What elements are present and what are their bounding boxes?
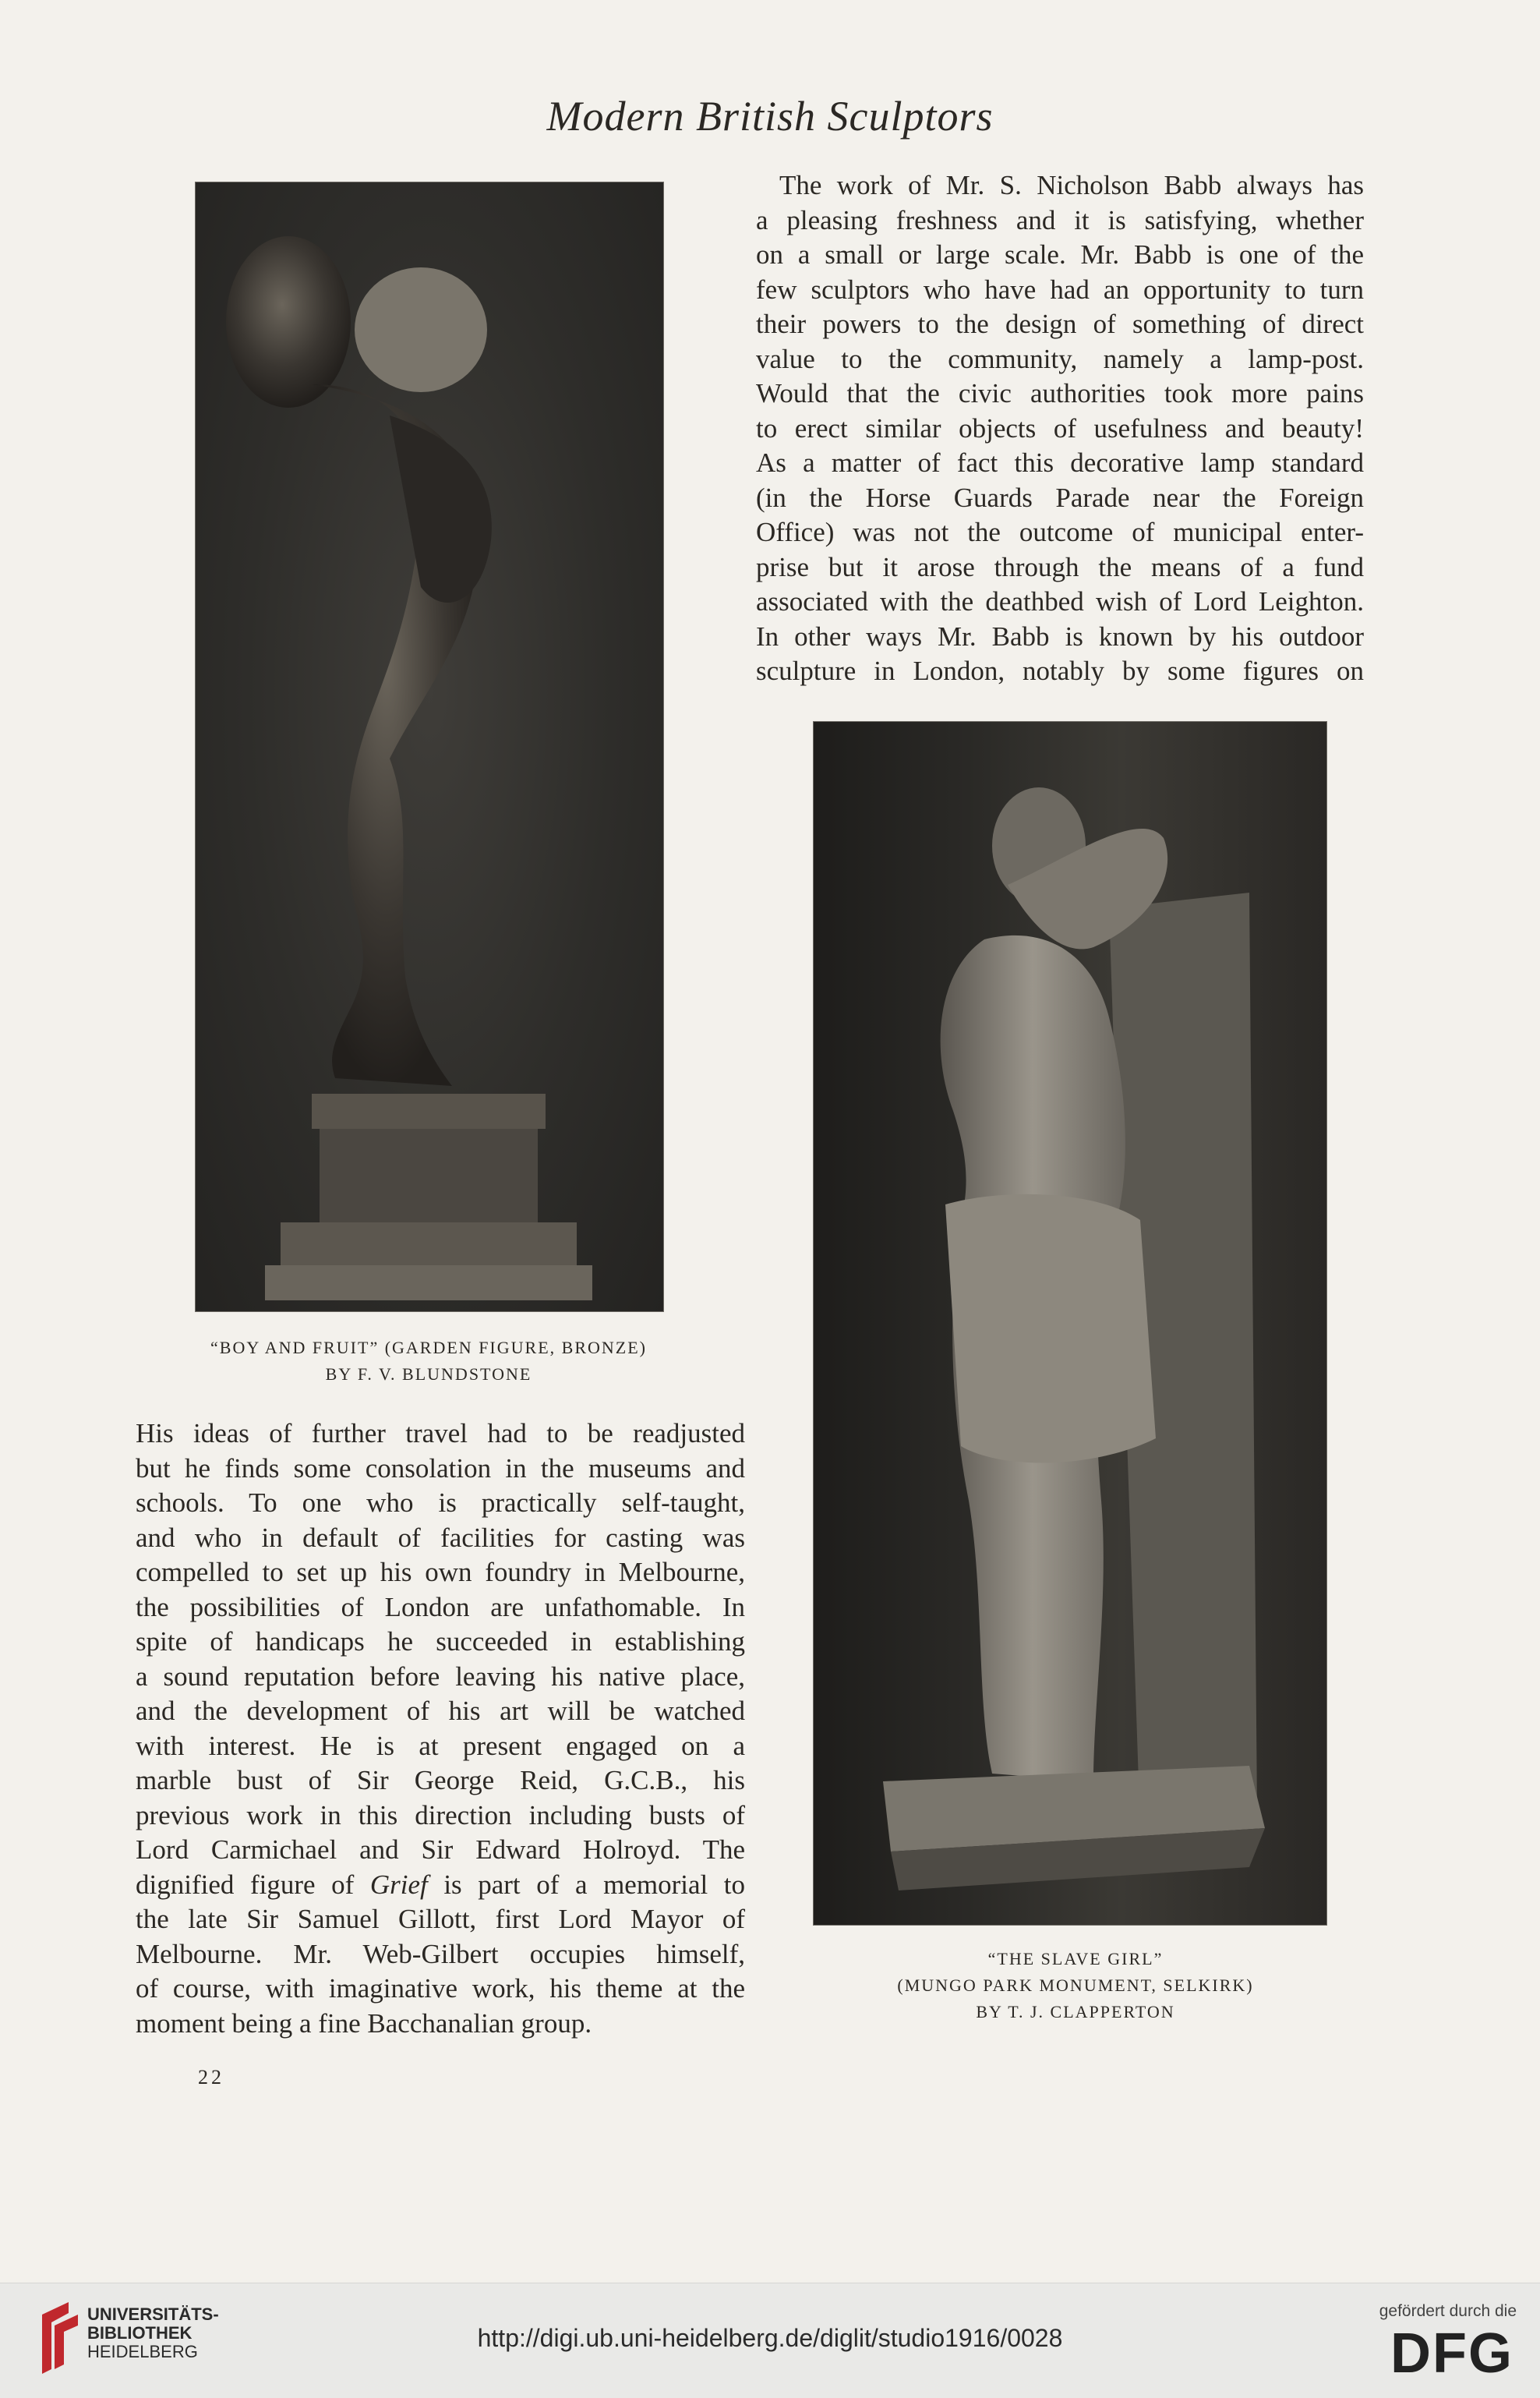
library-name-line: UNIVERSITÄTS- [87, 2304, 219, 2324]
text-line: of course, with imaginative work, his theme at the [136, 1973, 745, 2004]
library-name-line: HEIDELBERG [87, 2342, 198, 2361]
text-line: schools. To one who is practically self-taught, [136, 1487, 745, 1518]
text-line: Office) was not the outcome of municipal enter- [756, 517, 1364, 547]
caption-title: “THE SLAVE GIRL” [987, 1949, 1164, 1968]
text-line: previous work in this direction including busts of [136, 1799, 745, 1830]
text-line: their powers to the design of something of direct [756, 309, 1364, 339]
text-fragment: is part of a memorial to [427, 1869, 746, 1900]
article-column-left [136, 1417, 745, 2041]
text-line: sculpture in London, notably by some figures on [756, 656, 1364, 686]
text-line: In other ways Mr. Babb is known by his outdoor [756, 621, 1364, 652]
text-line: The work of Mr. S. Nicholson Babb always has [779, 170, 1364, 200]
funder-label: gefördert durch die [1379, 2302, 1517, 2320]
text-line: with interest. He is at present engaged on a [136, 1730, 745, 1761]
text-line: As a matter of fact this decorative lamp standard [756, 447, 1364, 478]
caption-title: “BOY AND FRUIT” (GARDEN FIGURE, BRONZE) [210, 1338, 647, 1357]
text-line: the possibilities of London are unfathomable. In [136, 1591, 745, 1622]
figure-caption-slave [811, 1946, 1340, 2025]
text-line: moment being a fine Bacchanalian group. [136, 2007, 592, 2039]
text-line: Lord Carmichael and Sir Edward Holroyd. The [136, 1834, 745, 1865]
text-line: prise but it arose through the means of a fund [756, 551, 1364, 582]
article-column-right [756, 168, 1364, 689]
text-line: value to the community, namely a lamp-post. [756, 343, 1364, 374]
digitization-footer [0, 2283, 1540, 2398]
text-line: a sound reputation before leaving his native place, [136, 1661, 745, 1692]
page-title: Modern British Sculptors [546, 93, 994, 140]
text-line: on a small or large scale. Mr. Babb is one of the [756, 239, 1364, 270]
text-line: and who in default of facilities for casting was [136, 1522, 745, 1553]
text-line: spite of handicaps he succeeded in establishing [136, 1626, 745, 1657]
text-line: but he finds some consolation in the museums and [136, 1452, 745, 1484]
source-url-link[interactable]: http://digi.ub.uni-heidelberg.de/diglit/studio1916/0028 [477, 2324, 1063, 2352]
figure-caption-boy [156, 1335, 701, 1388]
text-line: His ideas of further travel had to be readjusted [136, 1418, 745, 1448]
caption-artist: BY T. J. CLAPPERTON [976, 2002, 1175, 2021]
text-line: to erect similar objects of usefulness and beauty! [756, 412, 1364, 444]
dfg-logo-icon: DFG [1390, 2322, 1514, 2385]
text-line: (in the Horse Guards Parade near the Foreign [756, 482, 1364, 513]
text-line: Melbourne. Mr. Web-Gilbert occupies himself, [136, 1938, 745, 1969]
text-line: few sculptors who have had an opportunity to turn [756, 274, 1364, 305]
sculpture-silhouette-icon [195, 182, 664, 1312]
sculpture-silhouette-icon [813, 721, 1327, 1926]
library-name-line: BIBLIOTHEK [87, 2323, 192, 2343]
photo-boy-and-fruit [195, 182, 664, 1312]
text-fragment: dignified figure of [136, 1869, 355, 1900]
text-line: associated with the deathbed wish of Lord Leighton. [756, 586, 1364, 617]
photo-the-slave-girl [813, 721, 1327, 1926]
page-number: 22 [198, 2066, 224, 2089]
caption-location: (MUNGO PARK MONUMENT, SELKIRK) [897, 1975, 1254, 1995]
italic-title-grief: Grief [369, 1869, 428, 1900]
text-line: marble bust of Sir George Reid, G.C.B., his [136, 1765, 745, 1795]
text-line: compelled to set up his own foundry in Melbourne, [136, 1557, 745, 1587]
caption-artist: BY F. V. BLUNDSTONE [325, 1364, 532, 1384]
text-line-grief [136, 1868, 745, 1903]
text-line: a pleasing freshness and it is satisfying, whether [756, 204, 1364, 235]
text-line: Would that the civic authorities took more pains [756, 378, 1364, 409]
text-line: and the development of his art will be watched [136, 1696, 745, 1726]
text-line: the late Sir Samuel Gillott, first Lord Mayor of [136, 1904, 745, 1934]
